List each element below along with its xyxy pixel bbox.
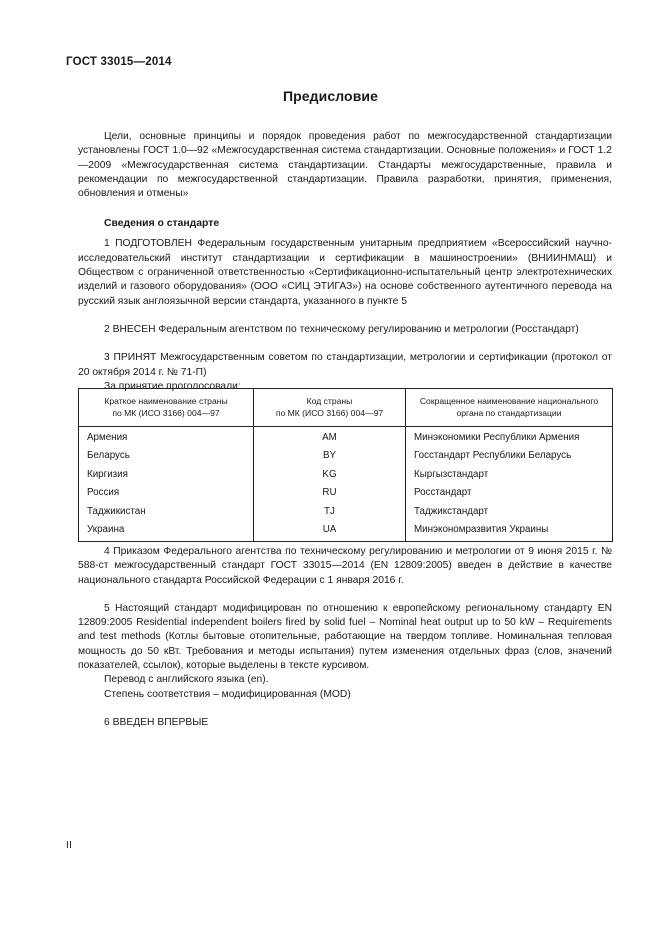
cell-country: Киргизия xyxy=(79,466,254,484)
table-header-code xyxy=(254,389,406,427)
foreword-body-upper xyxy=(78,130,612,394)
paragraph-item-1: 1 ПОДГОТОВЛЕН Федеральным государственным унитарным предприятием «Всероссийский научно-исследовательский институт стандартизации и сертификации в машиностроении» (ВНИИНМАШ) и Обществом с ограниченной ответственностью «Сертификационно-испытательный центр электротехнических изделий и газового оборудования» (ООО «СИЦ ЭТИГАЗ») на основе собственного аутентичного перевода на русский язык англоязычной версии стандарта, указанного в пункте 5 xyxy=(78,238,612,307)
header-country-line-1: Краткое наименование страны xyxy=(104,396,228,406)
cell-country: Беларусь xyxy=(79,447,254,465)
paragraph-item-5-note-1: Перевод с английского языка (en). xyxy=(104,674,269,686)
table-header-body xyxy=(406,389,613,427)
cell-body: Таджикстандарт xyxy=(406,502,613,520)
paragraph-item-2: 2 ВНЕСЕН Федеральным агентством по техническому регулированию и метрологии (Росстандарт) xyxy=(104,323,579,335)
table-row xyxy=(79,521,613,542)
cell-country: Таджикистан xyxy=(79,502,254,520)
paragraph-item-3: 3 ПРИНЯТ Межгосударственным советом по стандартизации, метрологии и сертификации (протокол от 20 октября 2014 г. № 71-П) xyxy=(78,352,612,378)
cell-code: UA xyxy=(254,521,406,542)
country-table-container xyxy=(78,388,612,542)
paragraph-intro: Цели, основные принципы и порядок проведения работ по межгосударственной стандартизации установлены ГОСТ 1.0—92 «Межгосударственная система стандартизации. Основные положения» и ГОСТ 1.2—2009 «Межгосударственная система стандартизации. Стандарты межгосударственные, правила и рекомендации по межгосударственной стандартизации. Правила разработки, принятия, применения, обновления и отмены» xyxy=(78,131,612,200)
table-row xyxy=(79,447,613,465)
cell-body: Минэкономразвития Украины xyxy=(406,521,613,542)
cell-code: BY xyxy=(254,447,406,465)
header-country-line-2: по МК (ИСО 3166) 004—97 xyxy=(112,407,220,418)
table-header-row xyxy=(79,389,613,427)
page-title: Предисловие xyxy=(282,88,379,104)
running-head: ГОСТ 33015—2014 xyxy=(66,56,172,68)
cell-body: Минэкономики Республики Армения xyxy=(406,427,613,448)
cell-body: Кыргызстандарт xyxy=(406,466,613,484)
foreword-body-lower xyxy=(78,545,612,730)
header-body-line-2: органа по стандартизации xyxy=(456,407,562,418)
table-row xyxy=(79,484,613,502)
cell-code: AM xyxy=(254,427,406,448)
cell-body: Росстандарт xyxy=(406,484,613,502)
header-code-line-2: по МК (ИСО 3166) 004—97 xyxy=(275,407,384,418)
subheading-standard-info: Сведения о стандарте xyxy=(104,218,220,230)
paragraph-item-4: 4 Приказом Федерального агентства по техническому регулированию и метрологии от 9 июня 2015 г. № 588-ст межгосударственный стандарт ГОСТ 33015—2014 (EN 12809:2005) введен в действие в качестве национального стандарта Российской Федерации с 1 января 2016 г. xyxy=(78,546,612,586)
header-code-line-1: Код страны xyxy=(306,396,353,406)
cell-body: Госстандарт Республики Беларусь xyxy=(406,447,613,465)
country-table xyxy=(78,388,613,542)
cell-country: Украина xyxy=(79,521,254,542)
paragraph-item-5-note-2: Степень соответствия – модифицированная (MOD) xyxy=(104,688,351,700)
paragraph-item-3-note: За принятие проголосовали: xyxy=(104,380,241,392)
cell-code: KG xyxy=(254,466,406,484)
table-header-country xyxy=(79,389,254,427)
header-body-line-1: Сокращенное наименование национального xyxy=(419,396,599,406)
paragraph-item-6: 6 ВВЕДЕН ВПЕРВЫЕ xyxy=(104,716,209,728)
cell-country: Армения xyxy=(79,427,254,448)
paragraph-item-5: 5 Настоящий стандарт модифицирован по отношению к европейскому региональному стандарту EN 12809:2005 Residential independent boilers fired by solid fuel – Nominal heat output up to 50 kW – Requirements and test methods (Котлы бытовые отопительные, работающие на твердом топливе. Номинальная тепловая мощность до 50 кВт. Требования и методы испытания) путем изменения отдельных фраз (слов, значений показателей, ссылок), которые выделены в тексте курсивом. xyxy=(78,602,612,672)
cell-code: RU xyxy=(254,484,406,502)
table-row xyxy=(79,466,613,484)
table-row xyxy=(79,502,613,520)
table-row xyxy=(79,427,613,448)
cell-code: TJ xyxy=(254,502,406,520)
cell-country: Россия xyxy=(79,484,254,502)
page-number: II xyxy=(66,840,73,851)
